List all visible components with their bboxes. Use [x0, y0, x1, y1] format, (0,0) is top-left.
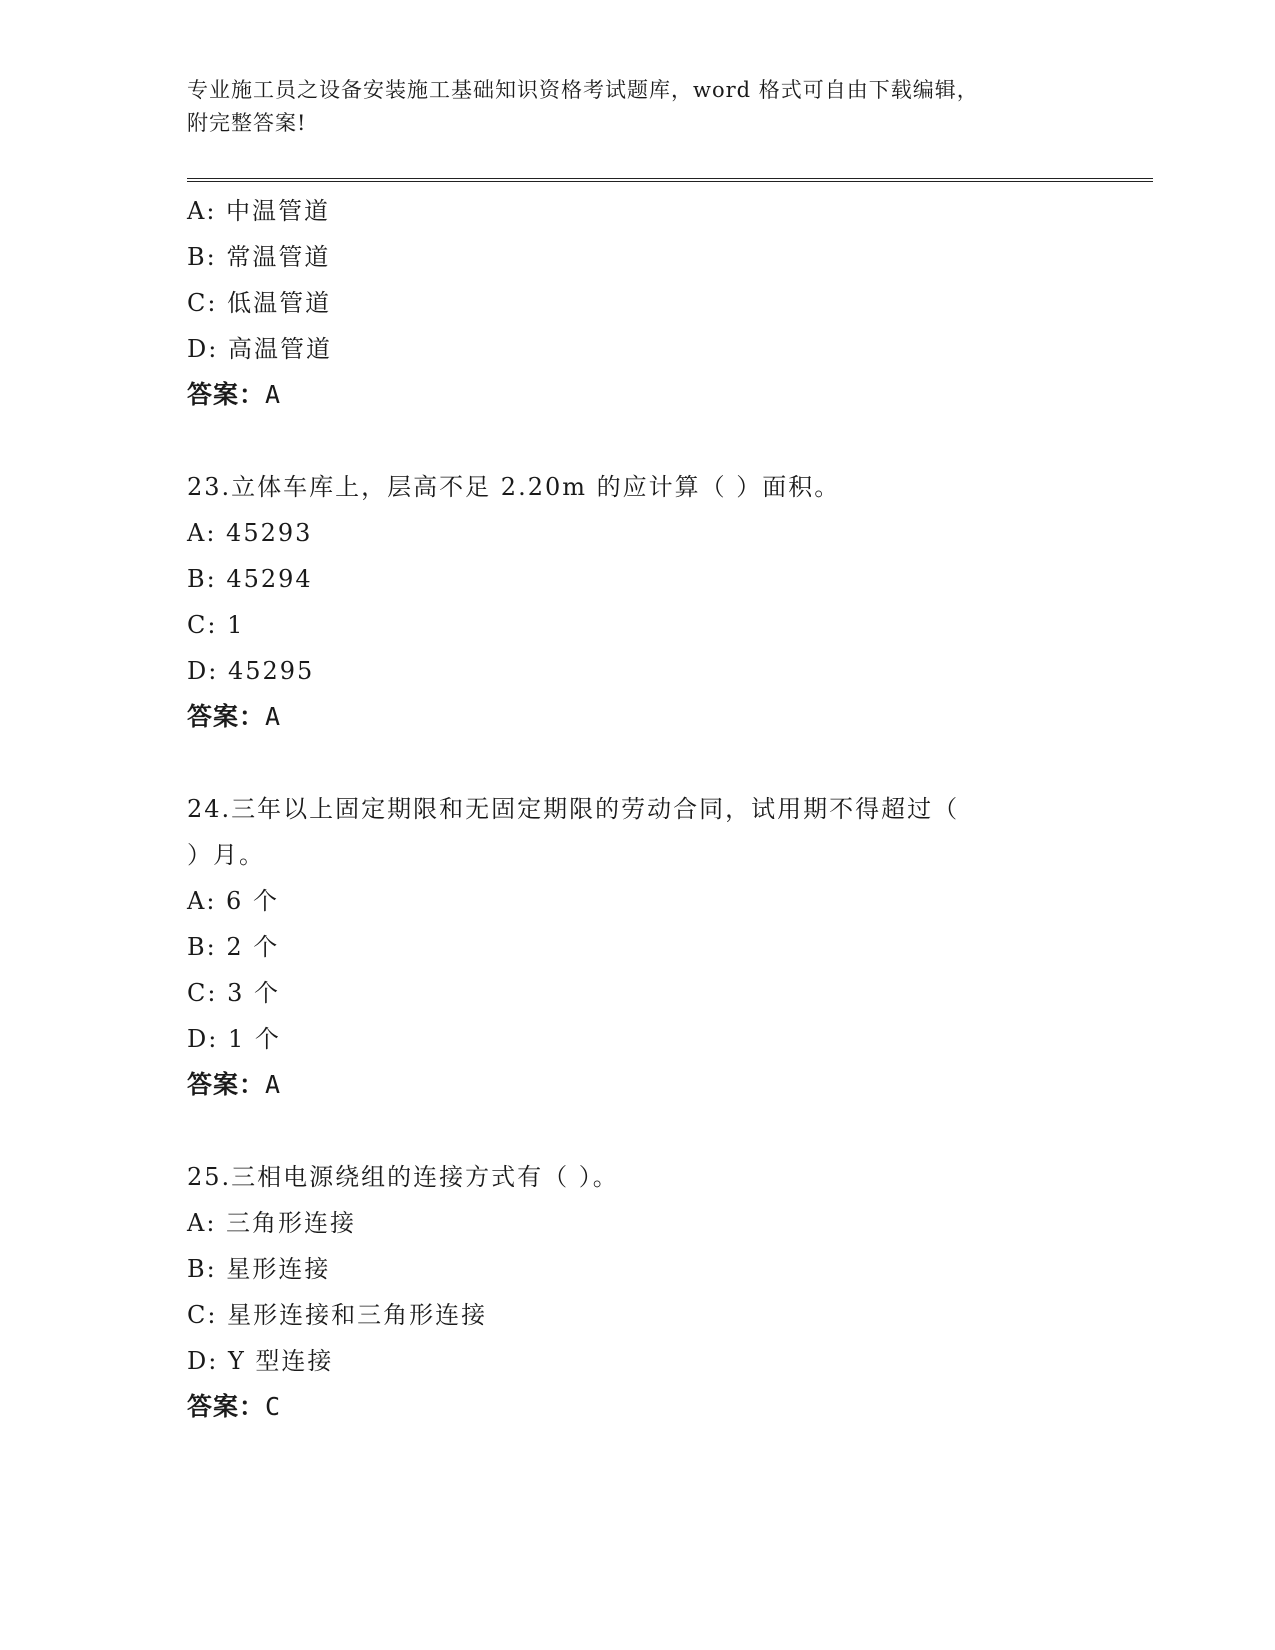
question-title: 23.立体车库上，层高不足 2.20m 的应计算（ ）面积。 — [187, 473, 841, 501]
answer-line — [187, 1062, 1087, 1108]
block-spacer — [187, 1108, 1087, 1154]
question-block-24 — [187, 786, 1087, 1108]
option-c: C: 1 — [187, 611, 245, 639]
option-b: B: 星形连接 — [187, 1255, 331, 1283]
answer-value: A — [265, 702, 282, 731]
question-block-22 — [187, 188, 1087, 418]
answer-value: A — [265, 380, 282, 409]
answer-label: 答案： — [187, 702, 266, 731]
question-list — [187, 188, 1087, 1430]
answer-line — [187, 694, 1087, 740]
block-spacer — [187, 418, 1087, 464]
option-a: A: 中温管道 — [187, 197, 331, 225]
option-d: D: 1 个 — [187, 1025, 281, 1053]
answer-line — [187, 372, 1087, 418]
question-title-line-1: 24.三年以上固定期限和无固定期限的劳动合同，试用期不得超过（ — [187, 795, 960, 823]
option-a: A: 6 个 — [187, 887, 279, 915]
answer-value: C — [265, 1392, 282, 1421]
answer-value: A — [265, 1070, 282, 1099]
document-header — [187, 74, 1067, 140]
option-c: C: 低温管道 — [187, 289, 332, 317]
question-block-25 — [187, 1154, 1087, 1430]
option-b: B: 常温管道 — [187, 243, 331, 271]
answer-label: 答案： — [187, 1392, 266, 1421]
option-c: C: 星形连接和三角形连接 — [187, 1301, 488, 1329]
option-c: C: 3 个 — [187, 979, 280, 1007]
header-line-1: 专业施工员之设备安装施工基础知识资格考试题库，word 格式可自由下载编辑， — [187, 78, 979, 102]
header-divider — [187, 178, 1153, 182]
question-title: 25.三相电源绕组的连接方式有（ ）。 — [187, 1163, 619, 1191]
option-a: A: 45293 — [187, 519, 313, 547]
answer-label: 答案： — [187, 1070, 266, 1099]
option-b: B: 2 个 — [187, 933, 280, 961]
option-d: D: Y 型连接 — [187, 1347, 334, 1375]
header-line-2: 附完整答案! — [187, 111, 307, 135]
question-block-23 — [187, 464, 1087, 740]
answer-label: 答案： — [187, 380, 266, 409]
question-title-line-2: ）月。 — [187, 841, 265, 869]
option-a: A: 三角形连接 — [187, 1209, 357, 1237]
block-spacer — [187, 740, 1087, 786]
option-d: D: 高温管道 — [187, 335, 332, 363]
option-b: B: 45294 — [187, 565, 313, 593]
option-d: D: 45295 — [187, 657, 315, 685]
answer-line — [187, 1384, 1087, 1430]
